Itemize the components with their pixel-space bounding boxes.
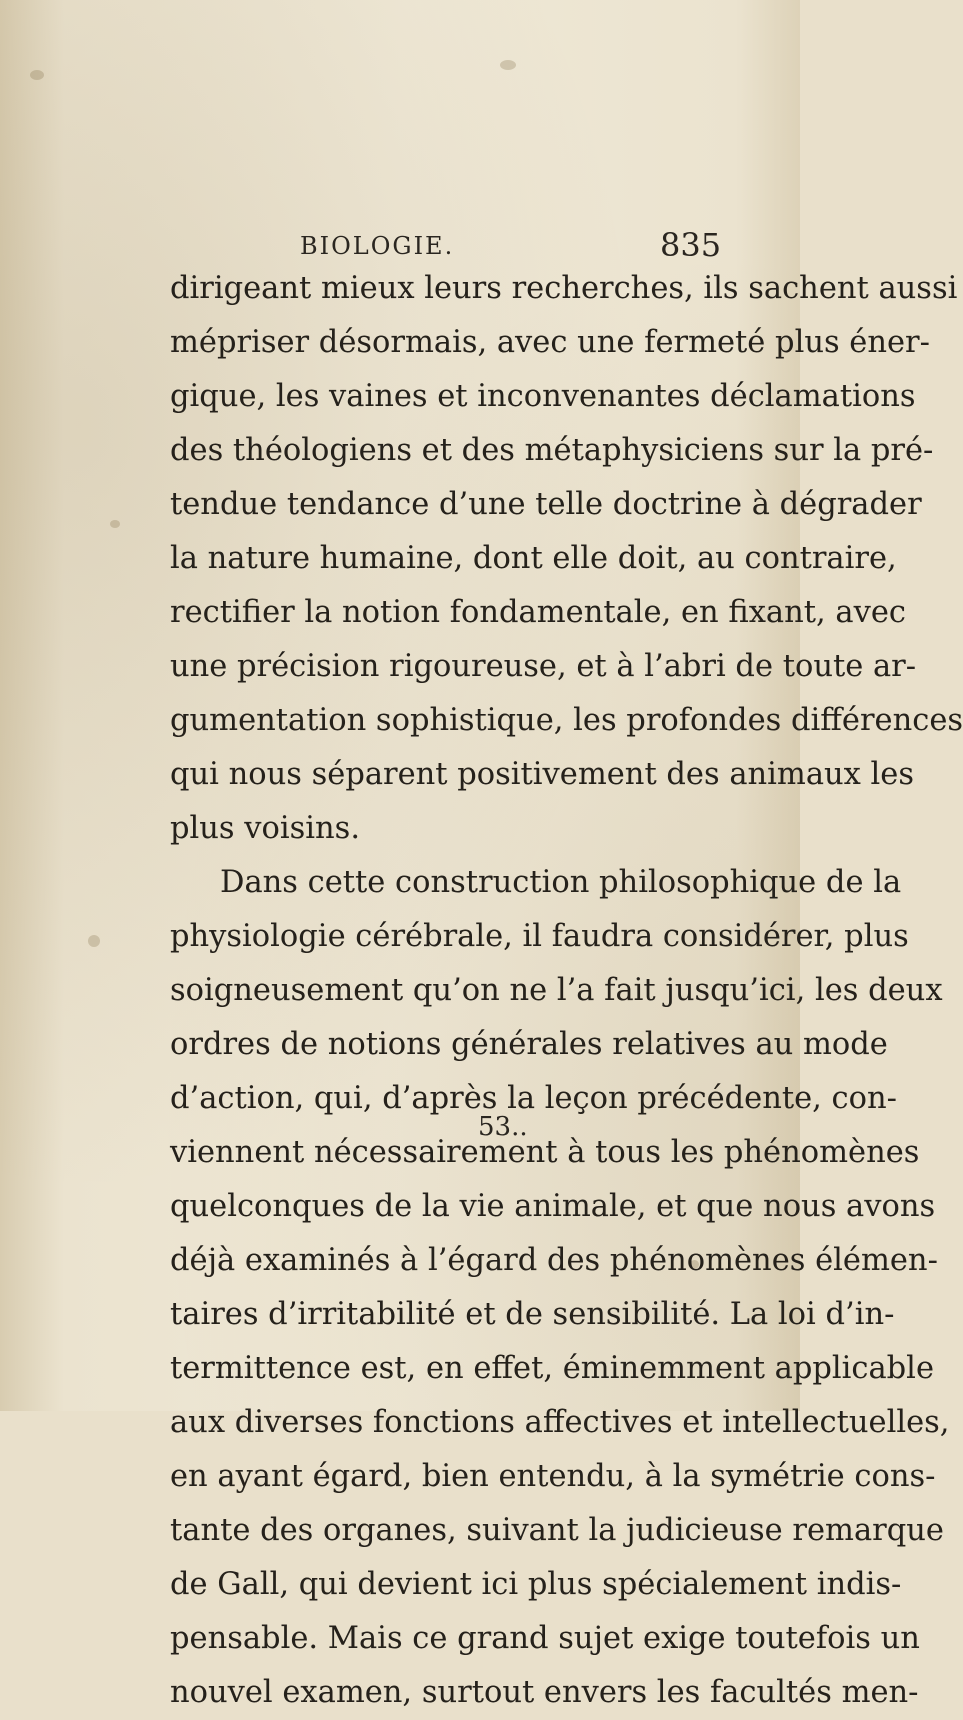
foxing-spot — [500, 60, 516, 70]
text-line: rectifier la notion fondamentale, en fixant, avec — [170, 595, 906, 630]
text-line: viennent nécessairement à tous les phénomènes — [170, 1135, 920, 1170]
text-line: de Gall, qui devient ici plus spécialement indis- — [170, 1567, 902, 1602]
text-line: des théologiens et des métaphysiciens sur la pré- — [170, 433, 934, 468]
foxing-spot — [110, 520, 120, 528]
body-text — [170, 262, 963, 1720]
text-line: soigneusement qu’on ne l’a fait jusqu’ici, les deux — [170, 973, 943, 1008]
page-number: 835 — [660, 226, 722, 264]
text-line: une précision rigoureuse, et à l’abri de toute ar- — [170, 649, 917, 684]
text-line: pensable. Mais ce grand sujet exige toutefois un — [170, 1621, 920, 1656]
foxing-spot — [88, 935, 100, 947]
text-line: d’action, qui, d’après la leçon précédente, con- — [170, 1081, 897, 1116]
text-line: Dans cette construction philosophique de la — [220, 865, 902, 900]
text-line: nouvel examen, surtout envers les facultés men- — [170, 1675, 919, 1710]
text-line: dirigeant mieux leurs recherches, ils sachent aussi — [170, 271, 958, 306]
text-line: qui nous séparent positivement des animaux les — [170, 757, 915, 792]
text-line: mépriser désormais, avec une fermeté plus éner- — [170, 325, 930, 360]
running-title: BIOLOGIE. — [300, 232, 455, 260]
text-line: taires d’irritabilité et de sensibilité. La loi d’in- — [170, 1297, 895, 1332]
text-line: en ayant égard, bien entendu, à la symétrie cons- — [170, 1459, 936, 1494]
foxing-spot — [30, 70, 44, 80]
text-line: gumentation sophistique, les profondes différences — [170, 703, 963, 738]
text-line: tante des organes, suivant la judicieuse remarque — [170, 1513, 944, 1548]
text-line: aux diverses fonctions affectives et intellectuelles, — [170, 1405, 950, 1440]
text-line: tendue tendance d’une telle doctrine à dégrader — [170, 487, 922, 522]
signature-mark: 53.. — [478, 1112, 528, 1142]
text-line: gique, les vaines et inconvenantes déclamations — [170, 379, 916, 414]
text-line: la nature humaine, dont elle doit, au contraire, — [170, 541, 897, 576]
text-line: physiologie cérébrale, il faudra considérer, plus — [170, 919, 909, 954]
text-line: quelconques de la vie animale, et que nous avons — [170, 1189, 936, 1224]
text-line: ordres de notions générales relatives au mode — [170, 1027, 888, 1062]
text-line: plus voisins. — [170, 811, 361, 846]
text-line: termittence est, en effet, éminemment applicable — [170, 1351, 934, 1386]
text-line: déjà examinés à l’égard des phénomènes élémen- — [170, 1243, 938, 1278]
